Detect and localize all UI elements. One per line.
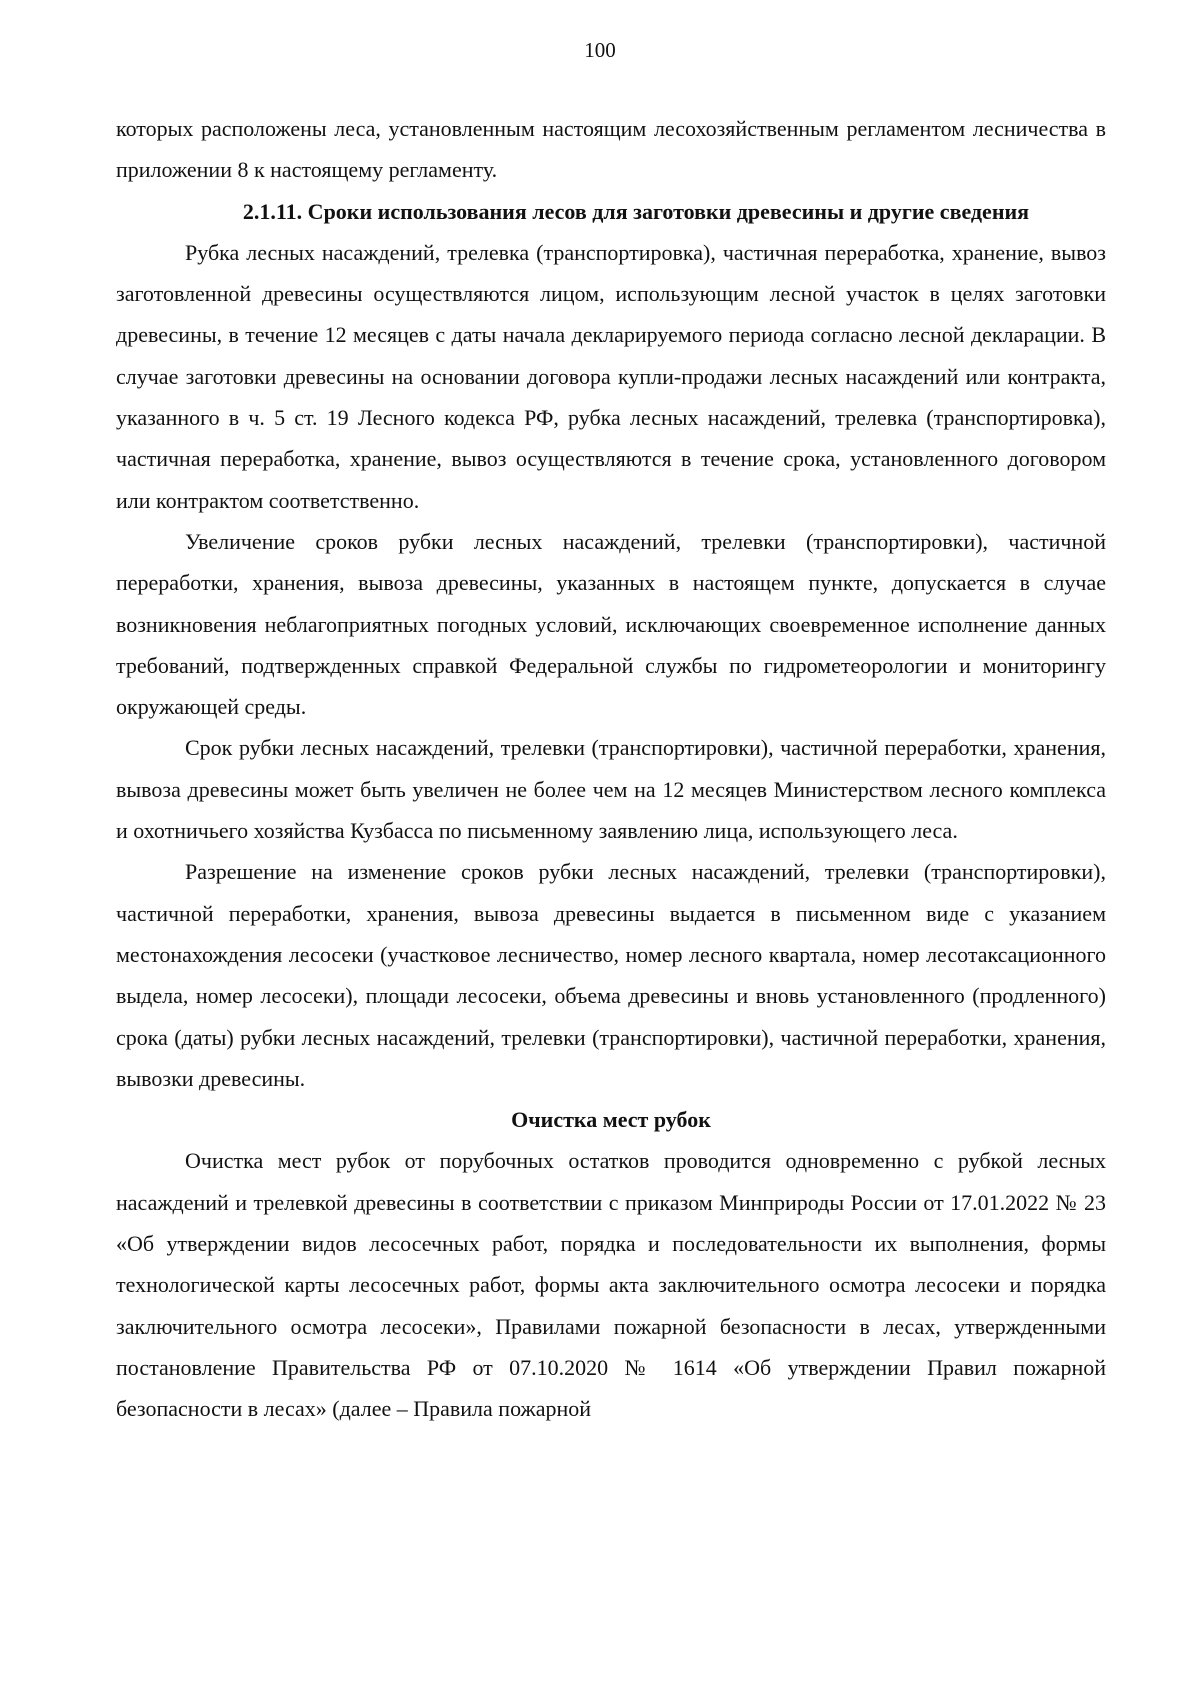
paragraph-harvest-period: Рубка лесных насаждений, трелевка (транспортировка), частичная переработка, хранение, вывоз заготовленной древесины осуществляются лицом, использующим лесной участок в целях заготовки древесины, в течение 12 месяцев с даты начала декларируемого периода согласно лесной декларации. В случае заготовки древесины на основании договора купли-продажи лесных насаждений или контракта, указанного в ч. 5 ст. 19 Лесного кодекса РФ, рубка лесных насаждений, трелевка (транспортировка), частичная переработка, хранение, вывоз осуществляются в течение срока, установленного договором или контрактом соответственно. [116, 239, 1106, 513]
subheading-cleaning: Очистка мест рубок [511, 1107, 711, 1133]
section-heading-2-1-11: 2.1.11. Сроки использования лесов для заготовки древесины и другие сведения [242, 198, 1030, 224]
document-body [116, 108, 1106, 1430]
paragraph-extension-limit: Срок рубки лесных насаждений, трелевки (транспортировки), частичной переработки, хранения, вывоза древесины может быть увеличен не более чем на 12 месяцев Министерством лесного комплекса и охотничьего хозяйства Кузбасса по письменному заявлению лица, использующего леса. [116, 735, 1106, 844]
paragraph-cleaning-rules: Очистка мест рубок от порубочных остатков проводится одновременно с рубкой лесных насаждений и трелевкой древесины в соответствии с приказом Минприроды России от 17.01.2022 № 23 «Об утверждении видов лесосечных работ, порядка и последовательности их выполнения, формы технологической карты лесосечных работ, формы акта заключительного осмотра лесосеки и порядка заключительного осмотра лесосеки», Правилами пожарной безопасности в лесах, утвержденными постановление Правительства РФ от 07.10.2020 № 1614 «Об утверждении Правил пожарной безопасности в лесах» (далее – Правила пожарной [116, 1148, 1106, 1422]
page-number: 100 [584, 38, 616, 62]
paragraph-period-extension-conditions: Увеличение сроков рубки лесных насаждений, трелевки (транспортировки), частичной переработки, хранения, вывоза древесины, указанных в настоящем пункте, допускается в случае возникновения неблагоприятных погодных условий, исключающих своевременное исполнение данных требований, подтвержденных справкой Федеральной службы по гидрометеорологии и мониторингу окружающей среды. [116, 528, 1106, 720]
paragraph-extension-permit: Разрешение на изменение сроков рубки лесных насаждений, трелевки (транспортировки), частичной переработки, хранения, вывоза древесины выдается в письменном виде с указанием местонахождения лесосеки (участковое лесничество, номер лесного квартала, номер лесотаксационного выдела, номер лесосеки), площади лесосеки, объема древесины и вновь установленного (продленного) срока (даты) рубки лесных насаждений, трелевки (транспортировки), частичной переработки, хранения, вывозки древесины. [116, 859, 1106, 1091]
paragraph-continuation: которых расположены леса, установленным настоящим лесохозяйственным регламентом лесничества в приложении 8 к настоящему регламенту. [116, 116, 1106, 183]
